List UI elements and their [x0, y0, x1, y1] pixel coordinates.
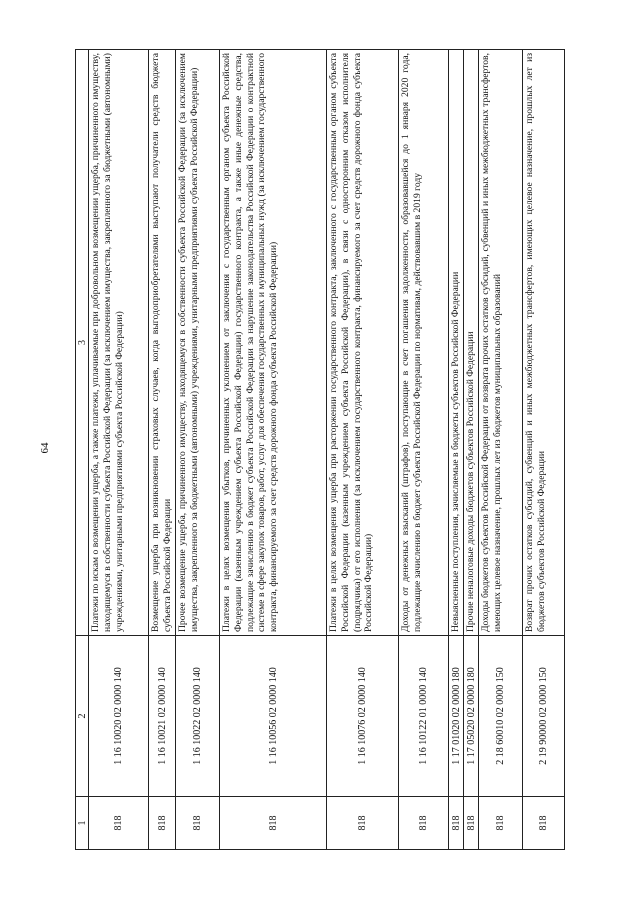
description-cell: Возврат прочих остатков субсидий, субвенций и иных межбюджетных трансфертов, имеющих целевое назначение, прошлых лет из бюджетов субъектов Российской Федерации — [523, 50, 565, 636]
admin-code-cell: 818 — [479, 797, 523, 850]
admin-code-cell: 818 — [176, 797, 220, 850]
table-row — [327, 50, 399, 850]
table-row — [89, 50, 149, 850]
description-cell: Прочее возмещение ущерба, причиненного имуществу, находящемуся в собственности субъекта Российской Федерации (за исключением имущества, закрепленного за бюджетными (автономными) учреждениями, унитарными предприятиями субъекта Российской Федерации) — [176, 50, 220, 636]
table-row — [176, 50, 220, 850]
description-cell: Доходы бюджетов субъектов Российской Федерации от возврата прочих остатков субсидий, субвенций и иных межбюджетных трансфертов, имеющих целевое назначение, прошлых лет из бюджетов муниципальных образований — [479, 50, 523, 636]
description-cell: Платежи по искам о возмещении ущерба, а также платежи, уплачиваемые при добровольном возмещении ущерба, причиненного имуществу, находящемуся в собственности субъекта Российской Федерации (за исключением имущества, закрепленного за бюджетными (автономными) учреждениями, унитарными предприятиями субъекта Российской Федерации) — [89, 50, 149, 636]
description-cell: Прочие неналоговые доходы бюджетов субъектов Российской Федерации — [464, 50, 479, 636]
table-row — [464, 50, 479, 850]
budget-code-cell: 1 16 10122 01 0000 140 — [399, 636, 449, 797]
budget-code-cell: 1 16 10022 02 0000 140 — [176, 636, 220, 797]
admin-code-cell: 818 — [89, 797, 149, 850]
budget-code-cell: 1 16 10056 02 0000 140 — [220, 636, 327, 797]
table-row — [399, 50, 449, 850]
admin-code-cell: 818 — [399, 797, 449, 850]
description-cell: Платежи в целях возмещения ущерба при расторжении государственного контракта, заключенного с государственным органом субъекта Российской Федерации (казенным учреждением субъекта Российской Федерации), в связи с односторонним отказом исполнителя (подрядчика) от его исполнения (за исключением государственного контракта, финансируемого за счет средств дорожного фонда субъекта Российской Федерации) — [327, 50, 399, 636]
column-header-2: 2 — [76, 636, 89, 797]
admin-code-cell: 818 — [464, 797, 479, 850]
table-row — [149, 50, 176, 850]
budget-code-cell: 1 16 10076 02 0000 140 — [327, 636, 399, 797]
description-cell: Платежи в целях возмещения убытков, причиненных уклонением от заключения с государственным органом субъекта Российской Федерации (казенным учреждением субъекта Российской Федерации) государственного контракта, а также иные денежные средства, подлежащие зачислению в бюджет субъекта Российской Федерации за нарушение законодательства Российской Федерации о контрактной системе в сфере закупок товаров, работ, услуг для обеспечения государственных и муниципальных нужд (за исключением государственного контракта, финансируемого за счет средств дорожного фонда субъекта Российской Федерации) — [220, 50, 327, 636]
description-cell: Невыясненные поступления, зачисляемые в бюджеты субъектов Российской Федерации — [449, 50, 464, 636]
column-header-3: 3 — [76, 50, 89, 636]
table-row — [523, 50, 565, 850]
budget-code-cell: 1 16 10021 02 0000 140 — [149, 636, 176, 797]
header-row — [76, 50, 89, 850]
table-row — [449, 50, 464, 850]
page-number: 64 — [39, 442, 51, 454]
admin-code-cell: 818 — [327, 797, 399, 850]
budget-code-cell: 2 18 60010 02 0000 150 — [479, 636, 523, 797]
column-header-1: 1 — [76, 797, 89, 850]
budget-code-cell: 1 16 10020 02 0000 140 — [89, 636, 149, 797]
budget-code-cell: 1 17 01020 02 0000 180 — [449, 636, 464, 797]
admin-code-cell: 818 — [523, 797, 565, 850]
description-cell: Доходы от денежных взысканий (штрафов), поступающие в счет погашения задолженности, образовавшейся до 1 января 2020 года, подлежащие зачислению в бюджет субъекта Российской Федерации по нормативам, действовавшим в 2019 году — [399, 50, 449, 636]
admin-code-cell: 818 — [220, 797, 327, 850]
admin-code-cell: 818 — [449, 797, 464, 850]
table-row — [479, 50, 523, 850]
revenue-codes-table — [75, 49, 565, 850]
budget-code-cell: 1 17 05020 02 0000 180 — [464, 636, 479, 797]
description-cell: Возмещение ущерба при возникновении страховых случаев, когда выгодоприобретателями выступают получатели средств бюджета субъекта Российской Федерации — [149, 50, 176, 636]
rotated-table-container — [75, 50, 565, 850]
table-row — [220, 50, 327, 850]
admin-code-cell: 818 — [149, 797, 176, 850]
budget-code-cell: 2 19 90000 02 0000 150 — [523, 636, 565, 797]
